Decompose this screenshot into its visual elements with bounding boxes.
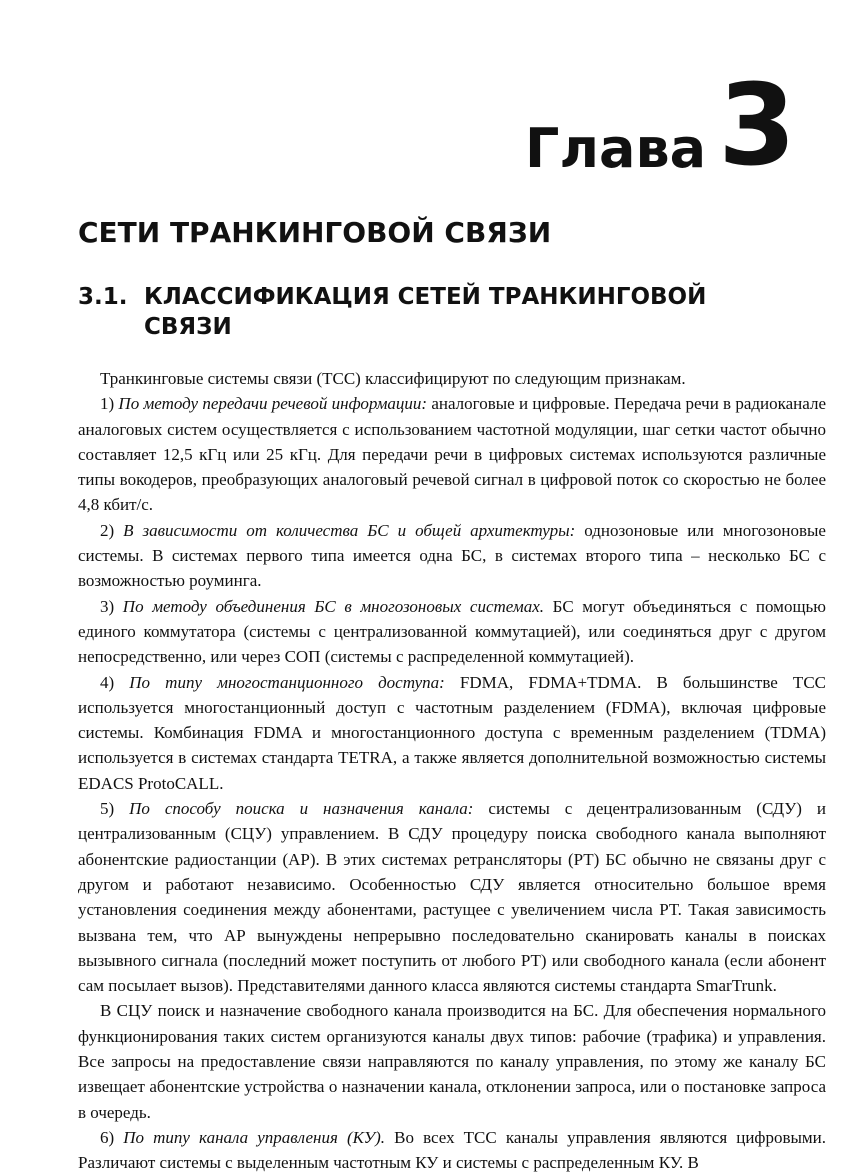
paragraph-intro: 6) [100,1127,124,1147]
paragraph-emphasis: По типу канала управления (КУ). [123,1127,386,1147]
paragraph [78,1125,826,1176]
section-title [78,282,778,342]
paragraph-text: однозоновые или многозоновые системы. В системах первого типа имеется одна БС, в системах второго типа – несколько БС с возможностью роуминга. [78,520,826,591]
paragraph [78,670,826,796]
paragraph [78,998,826,1124]
paragraph-intro: 5) [100,799,130,819]
paragraph-text: системы с децентрализованным (СДУ) и централизованным (СЦУ) управлением. В СДУ процедуру поиска свободного канала выполняют абонентские радиостанции (АР). В этих системах ретрансляторы (РТ) БС обычно не связаны друг с другом и работают независимо. Особенностью СДУ является относительно большое время установления соединения между абонентами, растущее с увеличением числа РТ. Такая зависимость вызвана тем, что АР вынуждены непрерывно последовательно сканировать каналы в поисках вызывного сигнала (последний может поступить от любого РТ) или свободного канала (если абонент сам посылает вызов). Представителями данного класса являются системы стандарта SmarTrunk. [78,799,826,996]
paragraph-text: Во всех ТСС каналы управления являются цифровыми. Различают системы с выделенным частотным КУ и системы с распределенным КУ. В [78,1127,826,1173]
paragraph-intro: 4) [100,672,130,692]
paragraph [78,366,826,391]
paragraph-text: аналоговые и цифровые. Передача речи в радиоканале аналоговых систем осуществляется с использованием частотной модуляции, шаг сетки частот обычно составляет 12,5 кГц или 25 кГц. Для передачи речи в цифровых системах используются различные типы вокодеров, преобразующих аналоговый речевой сигнал в цифровой поток со скоростью не более 4,8 кбит/с. [78,394,826,515]
paragraph [78,796,826,998]
paragraph-text: Транкинговые системы связи (ТСС) классифицируют по следующим признакам. [100,369,686,388]
paragraph [78,594,826,670]
chapter-word: Глава [525,117,707,180]
paragraph-emphasis: По методу объединения БС в многозоновых системах. [122,596,545,616]
chapter-heading [525,61,796,191]
paragraph-emphasis: В зависимости от количества БС и общей архитектуры: [123,520,576,540]
section-number: 3.1. [78,284,128,310]
paragraph-intro: 2) [100,520,124,540]
paragraph-intro: 1) [100,394,119,414]
paragraph-text: FDMA, FDMA+TDMA. В большинстве ТСС используется многостанционный доступ с частотным разделением (FDMA), включая цифровые системы. Комбинация FDMA и многостанционного доступа с временным разделением (TDMA) используется в системах стандарта TETRA, а также является дополнительной возможностью системы EDACS ProtoCALL. [78,672,826,793]
paragraph [78,391,826,517]
paragraph-text: В СЦУ поиск и назначение свободного канала производится на БС. Для обеспечения нормального функционирования таких систем организуются каналы двух типов: рабочие (трафика) и управления. Все запросы на предоставление связи направляются по каналу управления, по этому же каналу БС извещает абонентские устройства о назначении канала, отклонении запроса, или о постановке запроса в очередь. [78,1001,826,1122]
paragraph [78,518,826,594]
chapter-title: СЕТИ ТРАНКИНГОВОЙ СВЯЗИ [78,216,552,249]
paragraph-text: БС могут объединяться с помощью единого коммутатора (системы с централизованной коммутацией), или соединяться друг с другом непосредственно, или через СОП (системы с распределенной коммутацией). [78,596,826,667]
body-text [78,366,826,1176]
section-title-line1: КЛАССИФИКАЦИЯ СЕТЕЙ ТРАНКИНГОВОЙ [144,284,707,310]
paragraph-emphasis: По способу поиска и назначения канала: [129,799,474,819]
paragraph-intro: 3) [100,596,123,616]
paragraph-emphasis: По типу многостанционного доступа: [129,672,445,692]
chapter-number: 3 [718,61,796,191]
section-title-line2: СВЯЗИ [144,314,232,340]
paragraph-emphasis: По методу передачи речевой информации: [118,394,428,414]
